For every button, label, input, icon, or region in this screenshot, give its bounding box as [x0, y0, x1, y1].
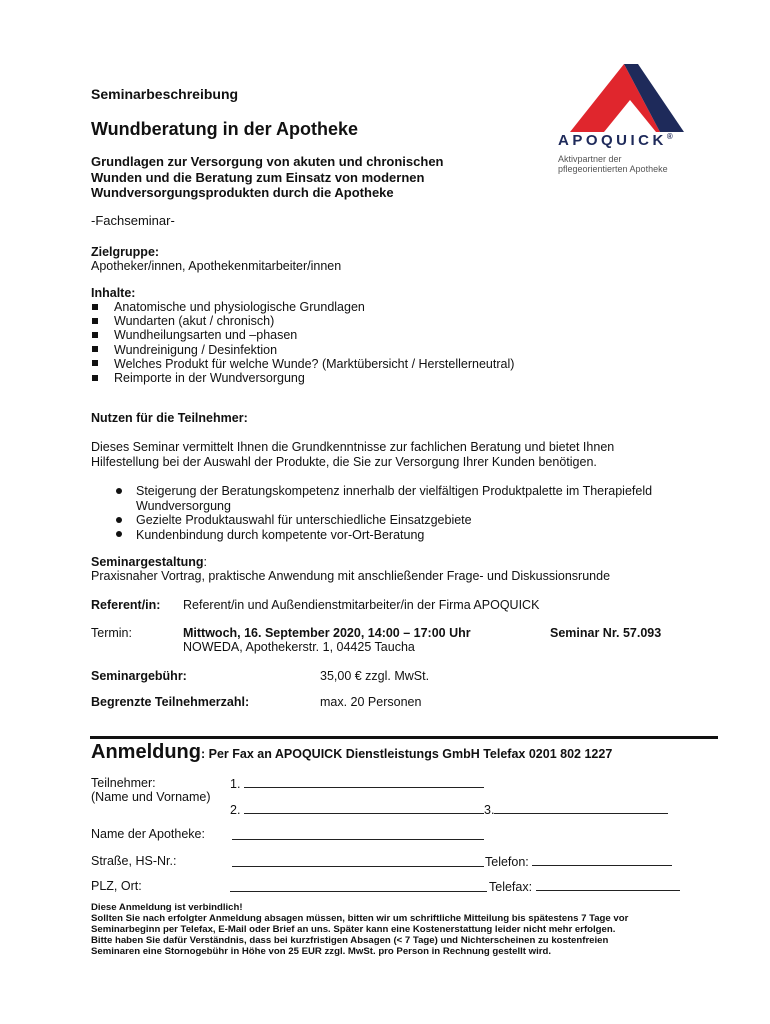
design-heading: Seminargestaltung: — [91, 555, 208, 569]
fee-value: 35,00 € zzgl. MwSt. — [320, 669, 430, 683]
date-value: Mittwoch, 16. September 2020, 14:00 – 17:00 Uhr — [183, 626, 471, 640]
pharmacy-field[interactable] — [232, 827, 484, 845]
list-item: Reimporte in der Wundversorgung — [92, 371, 514, 385]
benefits-list — [116, 484, 652, 542]
apoquick-logo — [556, 64, 696, 174]
location: NOWEDA, Apothekerstr. 1, 04425 Taucha — [183, 640, 415, 654]
contents-list — [92, 300, 514, 385]
street-field[interactable] — [232, 854, 484, 872]
logo-tagline-2: pflegeorientierten Apotheke — [558, 164, 668, 174]
section-divider — [90, 736, 718, 739]
page-title: Wundberatung in der Apotheke — [91, 119, 359, 139]
speaker-label: Referent/in: — [91, 598, 161, 612]
list-item: Wundarten (akut / chronisch) — [92, 314, 514, 328]
list-item: Kundenbindung durch kompetente vor-Ort-Beratung — [116, 528, 652, 543]
target-heading: Zielgruppe: — [91, 245, 160, 259]
limit-value: max. 20 Personen — [320, 695, 422, 709]
benefits-heading: Nutzen für die Teilnehmer: — [91, 411, 248, 425]
participants-label: Teilnehmer: — [91, 776, 156, 790]
design-text: Praxisnaher Vortrag, praktische Anwendung mit anschließender Frage- und Diskussionsrunde — [91, 569, 611, 583]
subtitle: Grundlagen zur Versorgung von akuten und chronischen Wunden und die Beratung zum Einsatz von modernen Wundversorgungsprodukten durch die Apotheke — [91, 154, 444, 200]
participants-sublabel: (Name und Vorname) — [91, 790, 211, 804]
phone-field[interactable]: Telefon: — [485, 854, 672, 870]
cancellation-notice: Diese Anmeldung ist verbindlich! Sollten Sie nach erfolgter Anmeldung absagen müssen, bitten wir um schriftliche Mitteilung bis spätestens 7 Tage vor Seminarbeginn per Telefax, E-Mail oder Brief an uns. Später kann eine Kostenerstattung leider nicht mehr erfolgen. Bitte haben Sie dafür Verständnis, dass bei kurzfristigen Absagen (< 7 Tage) und Nichterscheinen zu kostenfreien Seminaren eine Stornogebühr in Höhe von 25 EUR zzgl. MwSt. pro Person in Rechnung gestellt wird. — [91, 902, 629, 957]
logo-brand: APOQUICK® — [558, 132, 673, 149]
zip-label: PLZ, Ort: — [91, 879, 142, 893]
pharmacy-label: Name der Apotheke: — [91, 827, 205, 841]
benefits-intro-2: Hilfestellung bei der Auswahl der Produkte, die Sie zur Versorgung Ihrer Kunden benötigen. — [91, 455, 597, 469]
seminar-type: -Fachseminar- — [91, 213, 175, 228]
participant-2-field[interactable]: 2. — [230, 802, 484, 818]
logo-tagline-1: Aktivpartner der — [558, 154, 622, 164]
list-item: Wundheilungsarten und –phasen — [92, 328, 514, 342]
document-label: Seminarbeschreibung — [91, 86, 239, 102]
participant-3-field[interactable]: 3. — [484, 802, 668, 818]
benefits-intro-1: Dieses Seminar vermittelt Ihnen die Grundkenntnisse zur fachlichen Beratung und bietet Ihnen — [91, 440, 615, 454]
logo-triangle-icon — [556, 64, 696, 134]
street-label: Straße, HS-Nr.: — [91, 854, 177, 868]
list-item-continuation: Wundversorgung — [136, 498, 231, 513]
fee-label: Seminargebühr: — [91, 669, 187, 683]
target-text: Apotheker/innen, Apothekenmitarbeiter/innen — [91, 259, 342, 273]
list-item: Welches Produkt für welche Wunde? (Marktübersicht / Herstellerneutral) — [92, 357, 514, 371]
contents-heading: Inhalte: — [91, 286, 136, 300]
seminar-number: Seminar Nr. 57.093 — [550, 626, 662, 640]
zip-field[interactable] — [230, 879, 487, 897]
list-item: Steigerung der Beratungskompetenz innerhalb der vielfältigen Produktpalette im Therapiefeld — [116, 484, 652, 499]
limit-label: Begrenzte Teilnehmerzahl: — [91, 695, 250, 709]
participant-1-field[interactable]: 1. — [230, 776, 484, 792]
list-item: Anatomische und physiologische Grundlagen — [92, 300, 514, 314]
speaker-value: Referent/in und Außendienstmitarbeiter/in der Firma APOQUICK — [183, 598, 540, 612]
list-item: Gezielte Produktauswahl für unterschiedliche Einsatzgebiete — [116, 513, 652, 528]
date-label: Termin: — [91, 626, 132, 640]
registration-title: Anmeldung: Per Fax an APOQUICK Dienstleistungs GmbH Telefax 0201 802 1227 — [91, 741, 613, 763]
fax-field[interactable]: Telefax: — [489, 879, 680, 895]
list-item: Wundreinigung / Desinfektion — [92, 343, 514, 357]
